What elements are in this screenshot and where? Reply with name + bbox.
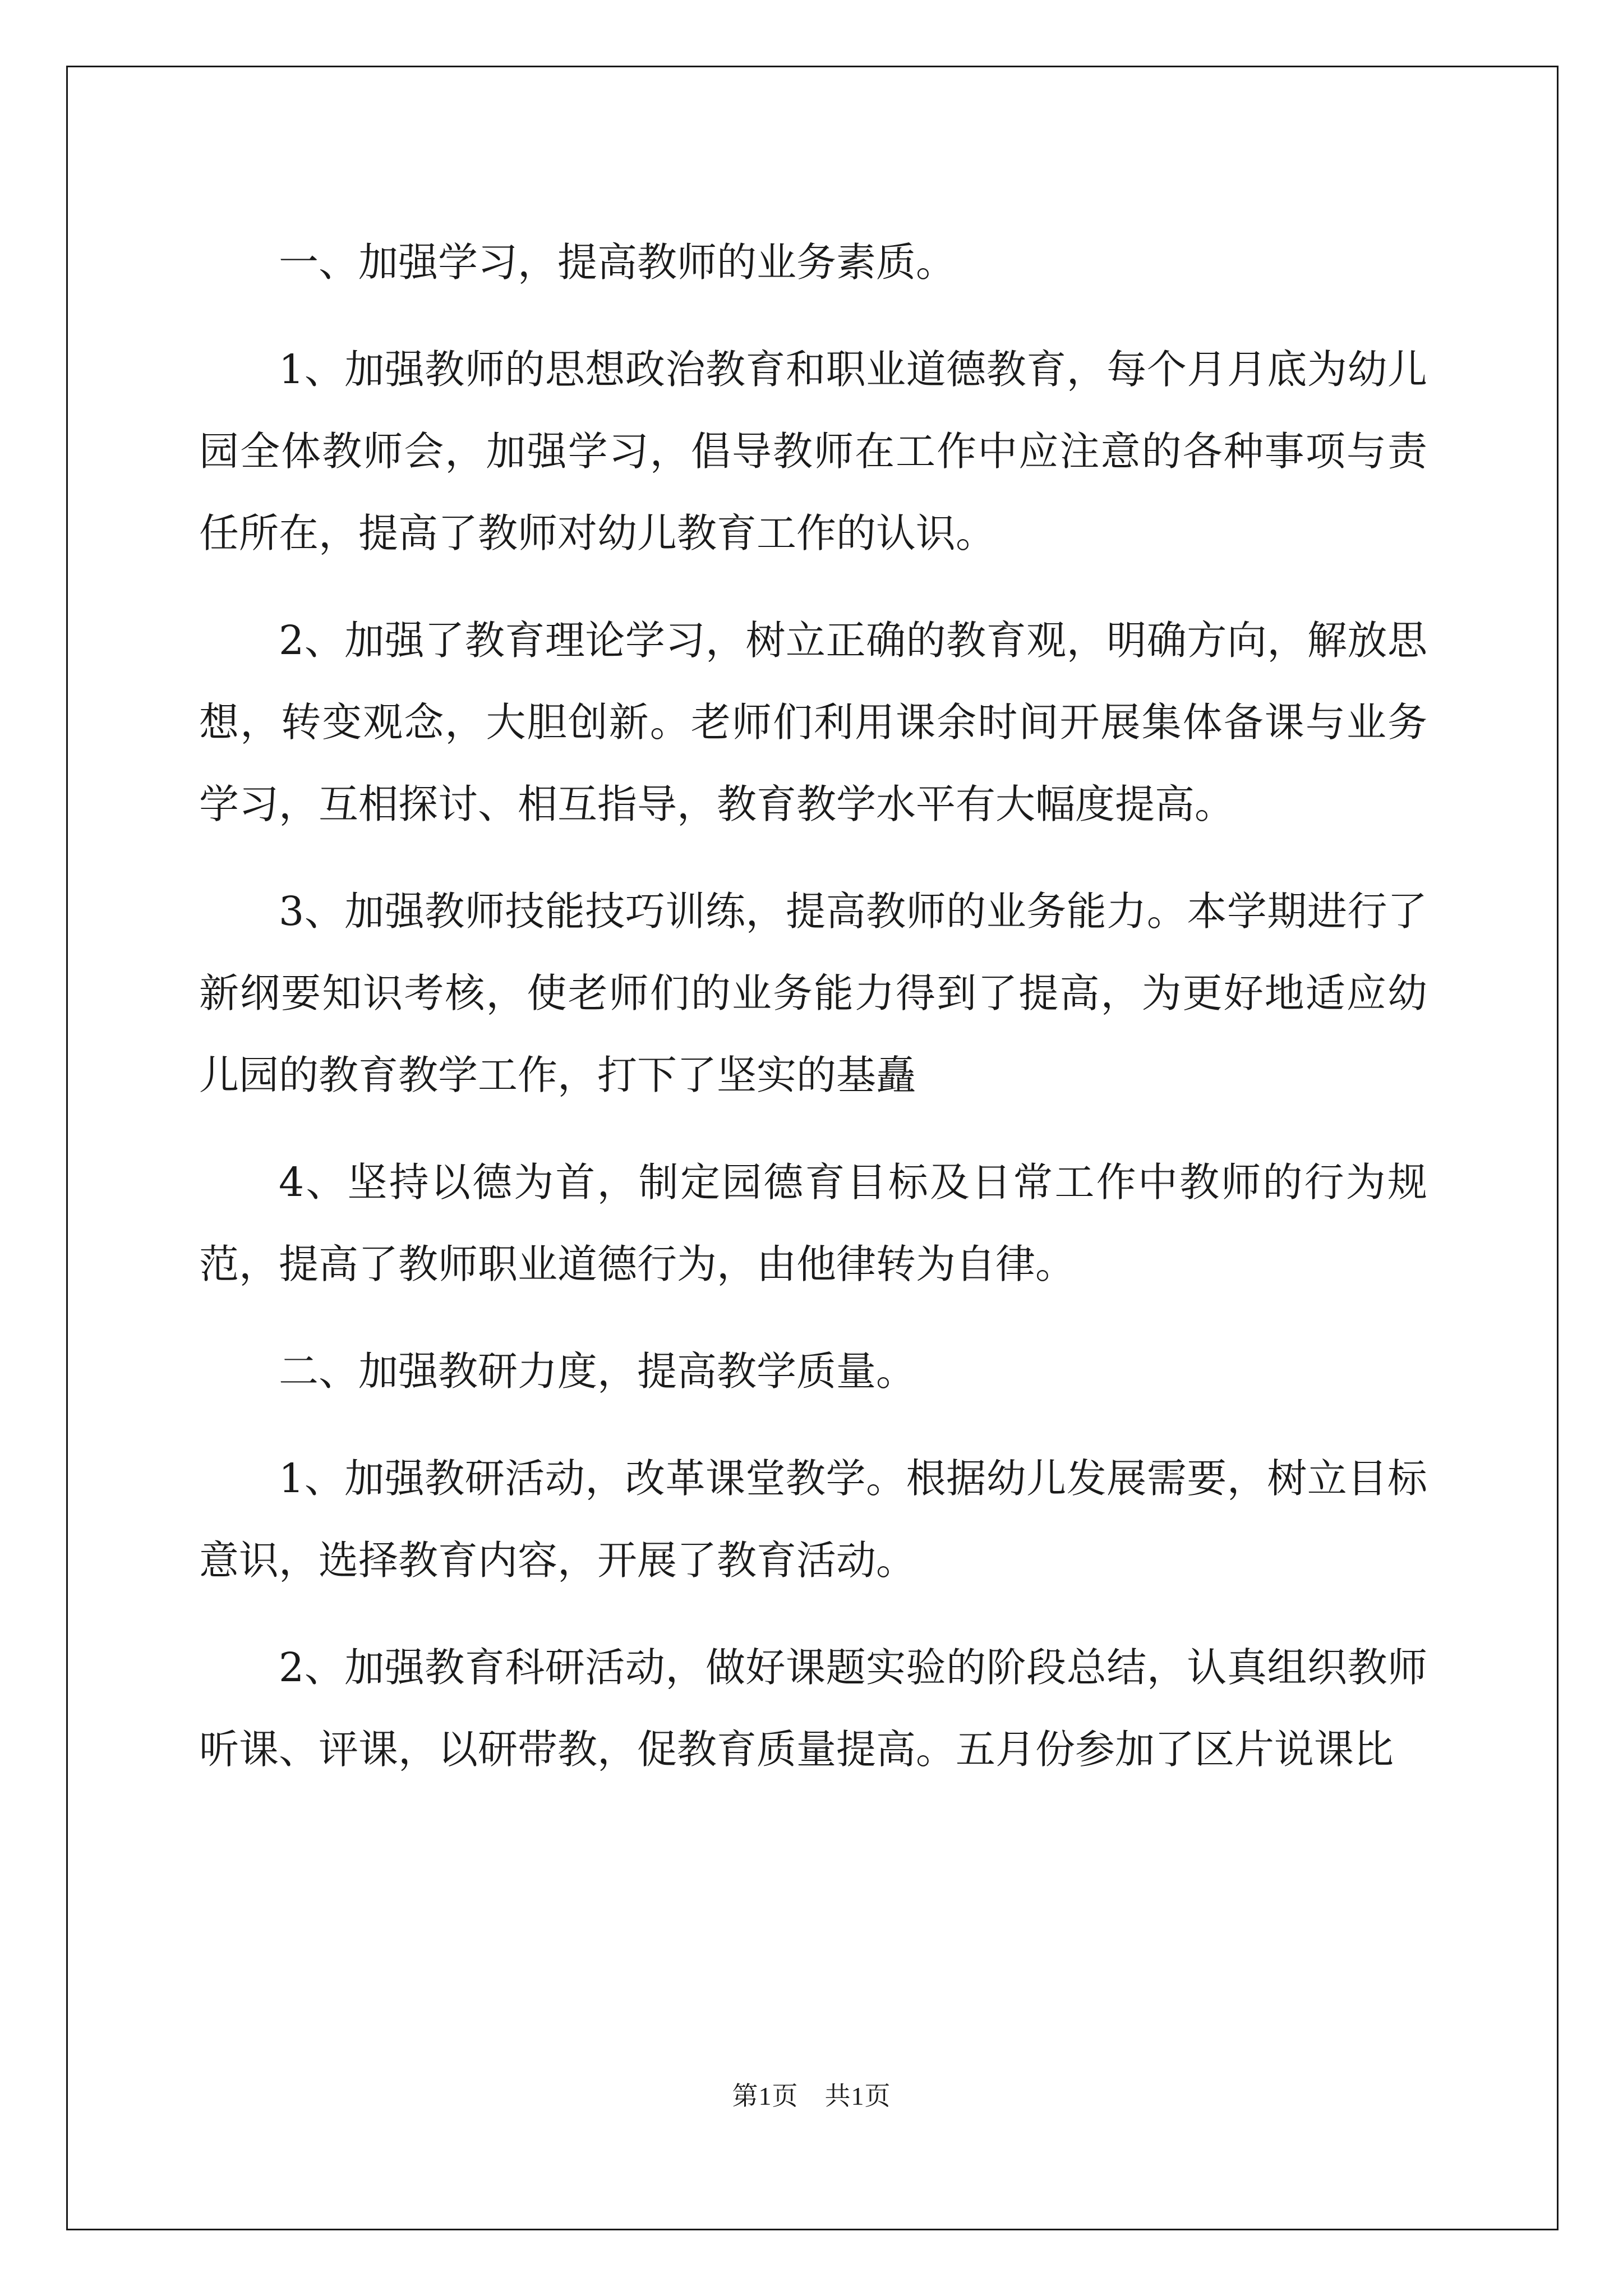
paragraph-1-2: 2、加强了教育理论学习，树立正确的教育观，明确方向，解放思想，转变观念，大胆创新。老师们利用课余时间开展集体备课与业务学习，互相探讨、相互指导，教育教学水平有大幅度提高。 bbox=[199, 617, 1427, 827]
document-body bbox=[199, 222, 1427, 1816]
paragraph-2-1: 1、加强教研活动，改革课堂教学。根据幼儿发展需要，树立目标意识，选择教育内容，开展了教育活动。 bbox=[199, 1455, 1427, 1584]
paragraph-1-3: 3、加强教师技能技巧训练，提高教师的业务能力。本学期进行了新纲要知识考核，使老师们的业务能力得到了提高，为更好地适应幼儿园的教育教学工作，打下了坚实的基矗 bbox=[199, 888, 1427, 1098]
page-number-footer: 第1页 共1页 bbox=[732, 2082, 891, 2110]
paragraph-1-4: 4、坚持以德为首，制定园德育目标及日常工作中教师的行为规范，提高了教师职业道德行为，由他律转为自律。 bbox=[199, 1159, 1427, 1287]
paragraph-1-1: 1、加强教师的思想政治教育和职业道德教育，每个月月底为幼儿园全体教师会，加强学习，倡导教师在工作中应注意的各种事项与责任所在，提高了教师对幼儿教育工作的认识。 bbox=[199, 346, 1427, 556]
paragraph-2-2: 2、加强教育科研活动，做好课题实验的阶段总结，认真组织教师听课、评课，以研带教，促教育质量提高。五月份参加了区片说课比 bbox=[199, 1644, 1427, 1773]
paragraph-heading-2: 二、加强教研力度，提高教学质量。 bbox=[279, 1348, 916, 1395]
paragraph-heading-1: 一、加强学习，提高教师的业务素质。 bbox=[279, 239, 956, 286]
